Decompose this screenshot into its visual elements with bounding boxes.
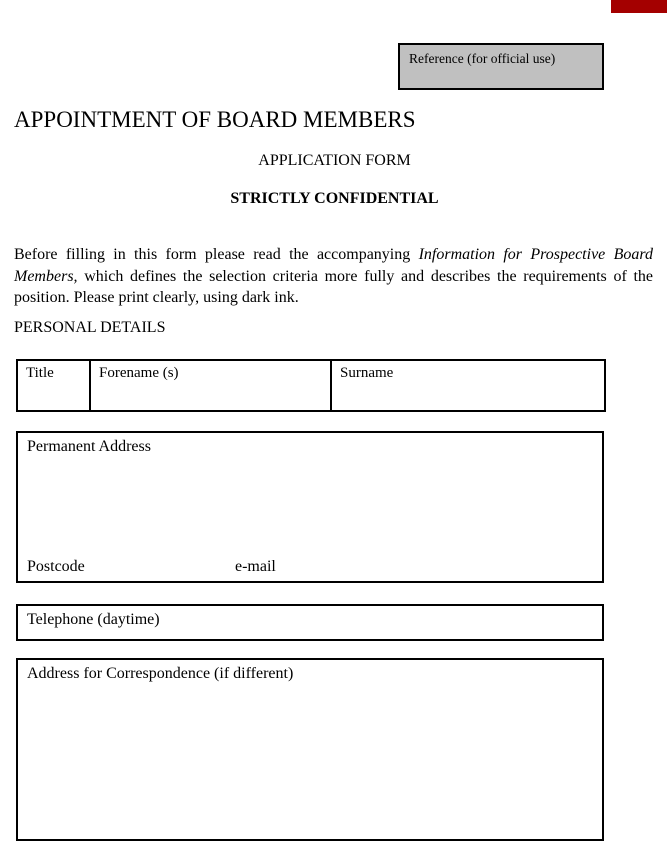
title-field-cell[interactable] <box>17 360 90 411</box>
reference-official-use-field[interactable] <box>398 43 604 90</box>
postcode-label: Postcode <box>27 558 85 575</box>
confidential-heading: STRICTLY CONFIDENTIAL <box>230 190 439 207</box>
permanent-address-field[interactable] <box>16 431 604 583</box>
telephone-label: Telephone (daytime) <box>27 611 160 628</box>
page-title: APPOINTMENT OF BOARD MEMBERS <box>14 107 416 132</box>
forename-field-label: Forename (s) <box>99 365 179 381</box>
forename-field-cell[interactable] <box>90 360 331 411</box>
intro-line-3: position. Please print clearly, using dark ink. <box>14 289 299 306</box>
intro-line-1: Before filling in this form please read the accompanying Information for Prospective Board <box>14 246 654 263</box>
title-field-label: Title <box>26 365 54 381</box>
reference-label: Reference (for official use) <box>409 51 556 66</box>
permanent-address-label: Permanent Address <box>27 438 151 455</box>
intro-line-2: Members, which defines the selection criteria more fully and describes the requirements of the <box>14 267 653 285</box>
telephone-field[interactable] <box>16 604 604 641</box>
italic-document-title-cont: Members, <box>14 267 78 285</box>
surname-field-cell[interactable] <box>331 360 605 411</box>
correspondence-address-label: Address for Correspondence (if different) <box>27 665 294 682</box>
page-corner-red-marker <box>611 0 667 13</box>
italic-document-title: Information for Prospective Board <box>418 246 654 263</box>
postcode-email-row <box>18 557 602 576</box>
name-fields-table <box>16 359 606 412</box>
surname-field-label: Surname <box>340 365 394 381</box>
personal-details-heading: PERSONAL DETAILS <box>14 319 166 336</box>
email-label: e-mail <box>235 558 276 575</box>
intro-paragraph <box>14 244 653 309</box>
form-subtitle: APPLICATION FORM <box>258 152 411 169</box>
correspondence-address-field[interactable] <box>16 658 604 841</box>
